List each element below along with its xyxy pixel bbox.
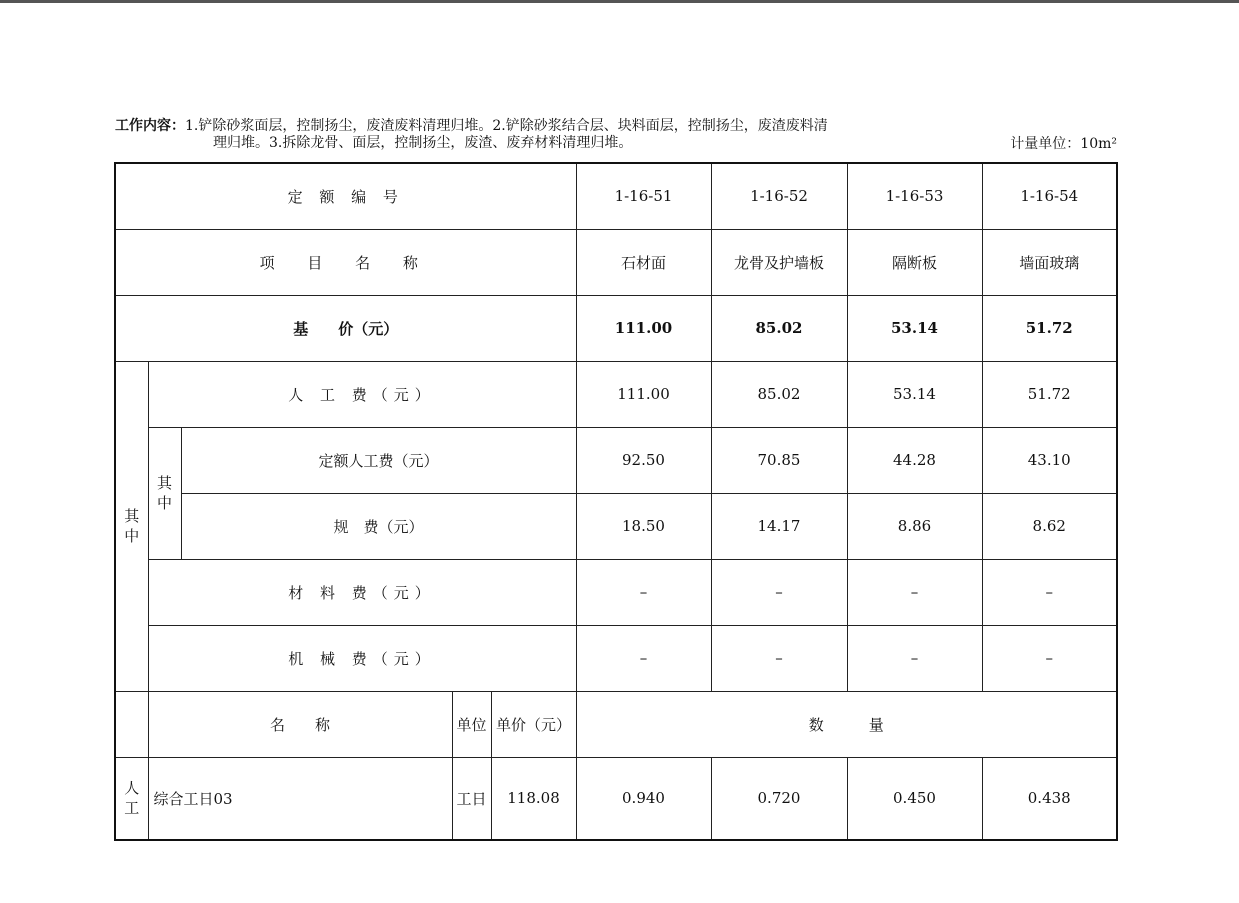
machine-fee-label: 机 械 费（元）: [148, 625, 576, 691]
base-price-label: 基 价（元）: [115, 295, 576, 361]
quota-no-cell: 1-16-54: [982, 163, 1117, 229]
work-content-line1: 1.铲除砂浆面层，控制扬尘，废渣废料清理归堆。2.铲除砂浆结合层、块料面层，控制扬尘，废渣废料清: [185, 118, 828, 134]
item-name-cell: 龙骨及护墙板: [711, 229, 847, 295]
machine-fee-cell: –: [982, 625, 1117, 691]
machine-fee-cell: –: [576, 625, 711, 691]
labor-item-price: 118.08: [491, 757, 576, 840]
quota-no-label: 定 额 编 号: [115, 163, 576, 229]
material-fee-label: 材 料 费（元）: [148, 559, 576, 625]
row-machine-fee: [115, 625, 1117, 691]
top-border: [0, 0, 1239, 3]
name-label: 名 称: [148, 691, 452, 757]
base-price-cell: 111.00: [576, 295, 711, 361]
labor-item-qty: 0.438: [982, 757, 1117, 840]
item-name-cell: 石材面: [576, 229, 711, 295]
item-name-cell: 墙面玻璃: [982, 229, 1117, 295]
measure-unit: 计量单位：10m²: [1010, 136, 1117, 152]
base-price-cell: 51.72: [982, 295, 1117, 361]
unit-price-label: 单价（元）: [491, 691, 576, 757]
labor-fee-cell: 111.00: [576, 361, 711, 427]
row-item-name: [115, 229, 1117, 295]
row-material-fee: [115, 559, 1117, 625]
of-which-outer-label: 其 中: [115, 361, 148, 691]
item-name-label: 项 目 名 称: [115, 229, 576, 295]
quota-no-cell: 1-16-52: [711, 163, 847, 229]
regulation-fee-cell: 14.17: [711, 493, 847, 559]
resource-header-blank: [115, 691, 148, 757]
labor-fee-cell: 85.02: [711, 361, 847, 427]
quota-table: [114, 162, 1118, 841]
row-regulation-fee: [115, 493, 1117, 559]
of-which-inner-label: 其 中: [148, 427, 181, 559]
material-fee-cell: –: [711, 559, 847, 625]
row-resource-header: [115, 691, 1117, 757]
base-price-cell: 53.14: [847, 295, 982, 361]
labor-item-unit: 工日: [452, 757, 491, 840]
labor-group-label: 人 工: [115, 757, 148, 840]
item-name-cell: 隔断板: [847, 229, 982, 295]
quota-labor-fee-cell: 70.85: [711, 427, 847, 493]
quota-labor-fee-cell: 43.10: [982, 427, 1117, 493]
labor-fee-cell: 51.72: [982, 361, 1117, 427]
base-price-cell: 85.02: [711, 295, 847, 361]
machine-fee-cell: –: [847, 625, 982, 691]
regulation-fee-cell: 18.50: [576, 493, 711, 559]
regulation-fee-cell: 8.86: [847, 493, 982, 559]
quota-labor-fee-cell: 92.50: [576, 427, 711, 493]
work-content: [115, 118, 915, 152]
row-labor-fee: [115, 361, 1117, 427]
regulation-fee-label: 规 费（元）: [181, 493, 576, 559]
row-labor-item: [115, 757, 1117, 840]
row-base-price: [115, 295, 1117, 361]
labor-item-qty: 0.450: [847, 757, 982, 840]
quota-labor-fee-cell: 44.28: [847, 427, 982, 493]
quantity-label: 数 量: [576, 691, 1117, 757]
labor-item-qty: 0.720: [711, 757, 847, 840]
labor-fee-label: 人 工 费（元）: [148, 361, 576, 427]
material-fee-cell: –: [982, 559, 1117, 625]
work-content-line2: 理归堆。3.拆除龙骨、面层，控制扬尘，废渣、废弃材料清理归堆。: [213, 135, 633, 151]
row-quota-labor-fee: [115, 427, 1117, 493]
work-content-label: 工作内容：: [115, 118, 185, 134]
quota-no-cell: 1-16-53: [847, 163, 982, 229]
labor-item-qty: 0.940: [576, 757, 711, 840]
material-fee-cell: –: [576, 559, 711, 625]
machine-fee-cell: –: [711, 625, 847, 691]
quota-no-cell: 1-16-51: [576, 163, 711, 229]
regulation-fee-cell: 8.62: [982, 493, 1117, 559]
labor-item-name: 综合工日03: [148, 757, 452, 840]
labor-fee-cell: 53.14: [847, 361, 982, 427]
material-fee-cell: –: [847, 559, 982, 625]
row-quota-no: [115, 163, 1117, 229]
unit-col-label: 单位: [452, 691, 491, 757]
quota-labor-fee-label: 定额人工费（元）: [181, 427, 576, 493]
